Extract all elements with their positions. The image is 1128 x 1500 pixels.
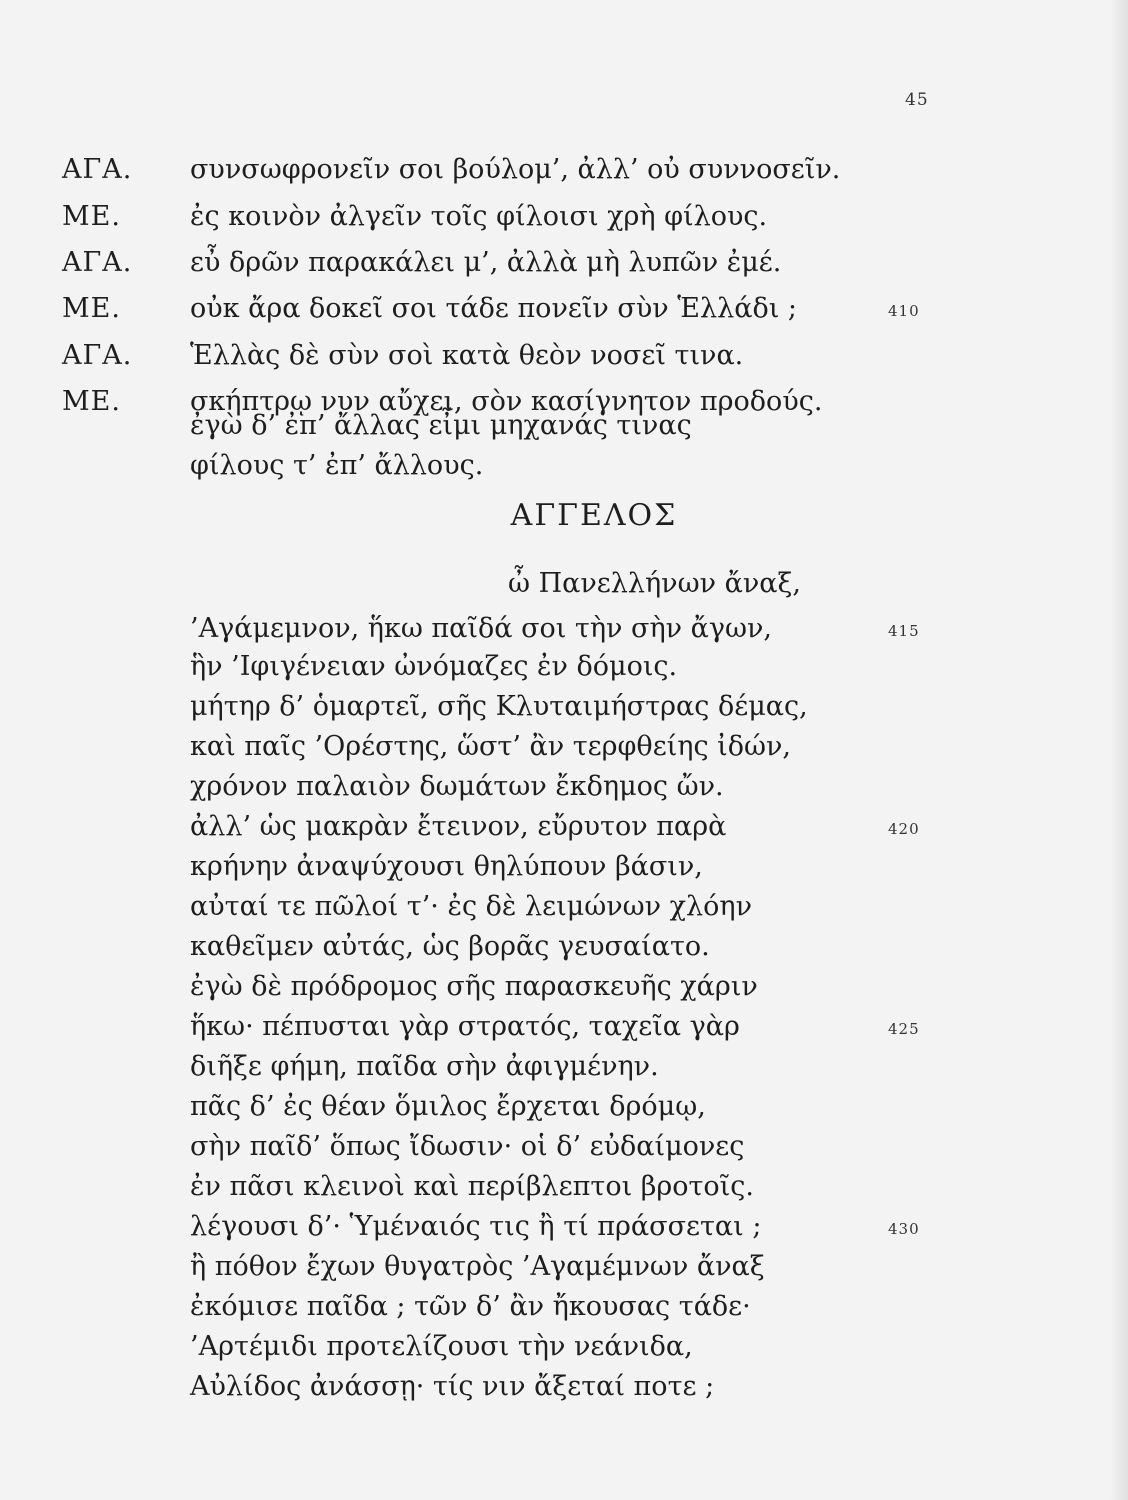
verse-text: ὦ Πανελλήνων ἄναξ, [508, 568, 801, 599]
verse-text: Αὐλίδος ἀνάσσῃ· τίς νιν ἄξεταί ποτε ; [190, 1371, 715, 1402]
speaker-label: ΜΕ. [62, 201, 121, 232]
speaker-label: ΜΕ. [62, 386, 121, 417]
page-number: 45 [905, 90, 929, 110]
verse-text: ἐν πᾶσι κλεινοὶ καὶ περίβλεπτοι βροτοῖς. [190, 1171, 754, 1202]
line-number: 430 [888, 1220, 920, 1238]
verse-text: ἣν ’Ιφιγένειαν ὠνόμαζες ἐν δόμοις. [190, 651, 678, 682]
verse-text: χρόνον παλαιὸν δωμάτων ἔκδημος ὤν. [190, 771, 724, 802]
speaker-label: ΑΓΑ. [62, 247, 133, 278]
verse-text: ἥκω· πέπυσται γὰρ στρατός, ταχεῖα γὰρ [190, 1011, 740, 1042]
line-number: 420 [888, 820, 920, 838]
verse-text: εὖ δρῶν παρακάλει μ’, ἀλλὰ μὴ λυπῶν ἐμέ. [190, 247, 782, 278]
verse-text: αὐταί τε πῶλοί τ’· ἐς δὲ λειμώνων χλόην [190, 891, 752, 922]
verse-text: πᾶς δ’ ἐς θέαν ὅμιλος ἔρχεται δρόμῳ, [190, 1091, 706, 1122]
verse-text: κρήνην ἀναψύχουσι θηλύπουν βάσιν, [190, 851, 703, 882]
line-number: 425 [888, 1020, 920, 1038]
verse-text: συνσωφρονεῖν σοι βούλομ’, ἀλλ’ οὐ συννοσεῖν. [190, 154, 841, 185]
verse-text: ἐς κοινὸν ἀλγεῖν τοῖς φίλοισι χρὴ φίλους. [190, 201, 768, 232]
verse-text: ἐκόμισε παῖδα ; τῶν δ’ ἂν ἤκουσας τάδε· [190, 1291, 751, 1322]
verse-text: σκήπτρῳ νυν αὔχει, σὸν κασίγνητον προδούς. [190, 386, 823, 417]
verse-text: φίλους τ’ ἐπ’ ἄλλους. [190, 450, 484, 481]
speaker-label: ΜΕ. [62, 293, 121, 324]
verse-text: καὶ παῖς ’Ορέστης, ὥστ’ ἂν τερφθείης ἰδών, [190, 731, 792, 762]
line-number: 415 [888, 622, 920, 640]
verse-text: λέγουσι δ’· Ὑμέναιός τις ἢ τί πράσσεται ; [190, 1211, 762, 1242]
verse-text: σὴν παῖδ’ ὅπως ἴδωσιν· οἱ δ’ εὐδαίμονες [190, 1131, 745, 1162]
verse-text: καθεῖμεν αὐτάς, ὡς βορᾶς γευσαίατο. [190, 931, 710, 962]
speaker-label: ΑΓΑ. [62, 154, 133, 185]
verse-text: ’Αρτέμιδι προτελίζουσι τὴν νεάνιδα, [190, 1331, 693, 1362]
verse-text: ἐγὼ δ’ ἐπ’ ἄλλας εἶμι μηχανάς τινας [190, 410, 692, 441]
verse-text: διῆξε φήμη, παῖδα σὴν ἀφιγμένην. [190, 1051, 659, 1082]
verse-text: ἐγὼ δὲ πρόδρομος σῆς παρασκευῆς χάριν [190, 971, 758, 1002]
line-number: 410 [888, 302, 920, 320]
verse-text: ἢ πόθον ἔχων θυγατρὸς ’Αγαμέμνων ἄναξ [190, 1251, 765, 1282]
speaker-heading: ΑΓΓΕΛΟΣ [510, 498, 678, 533]
verse-text: ’Αγάμεμνον, ἥκω παῖδά σοι τὴν σὴν ἄγων, [190, 613, 773, 644]
verse-text: μήτηρ δ’ ὁμαρτεῖ, σῆς Κλυταιμήστρας δέμας, [190, 691, 808, 722]
speaker-label: ΑΓΑ. [62, 340, 133, 371]
verse-text: οὐκ ἄρα δοκεῖ σοι τάδε πονεῖν σὺν Ἑλλάδι ; [190, 293, 797, 324]
verse-text: ἀλλ’ ὡς μακρὰν ἔτεινον, εὔρυτον παρὰ [190, 811, 727, 842]
verse-text: Ἑλλὰς δὲ σὺν σοὶ κατὰ θεὸν νοσεῖ τινα. [190, 340, 744, 371]
